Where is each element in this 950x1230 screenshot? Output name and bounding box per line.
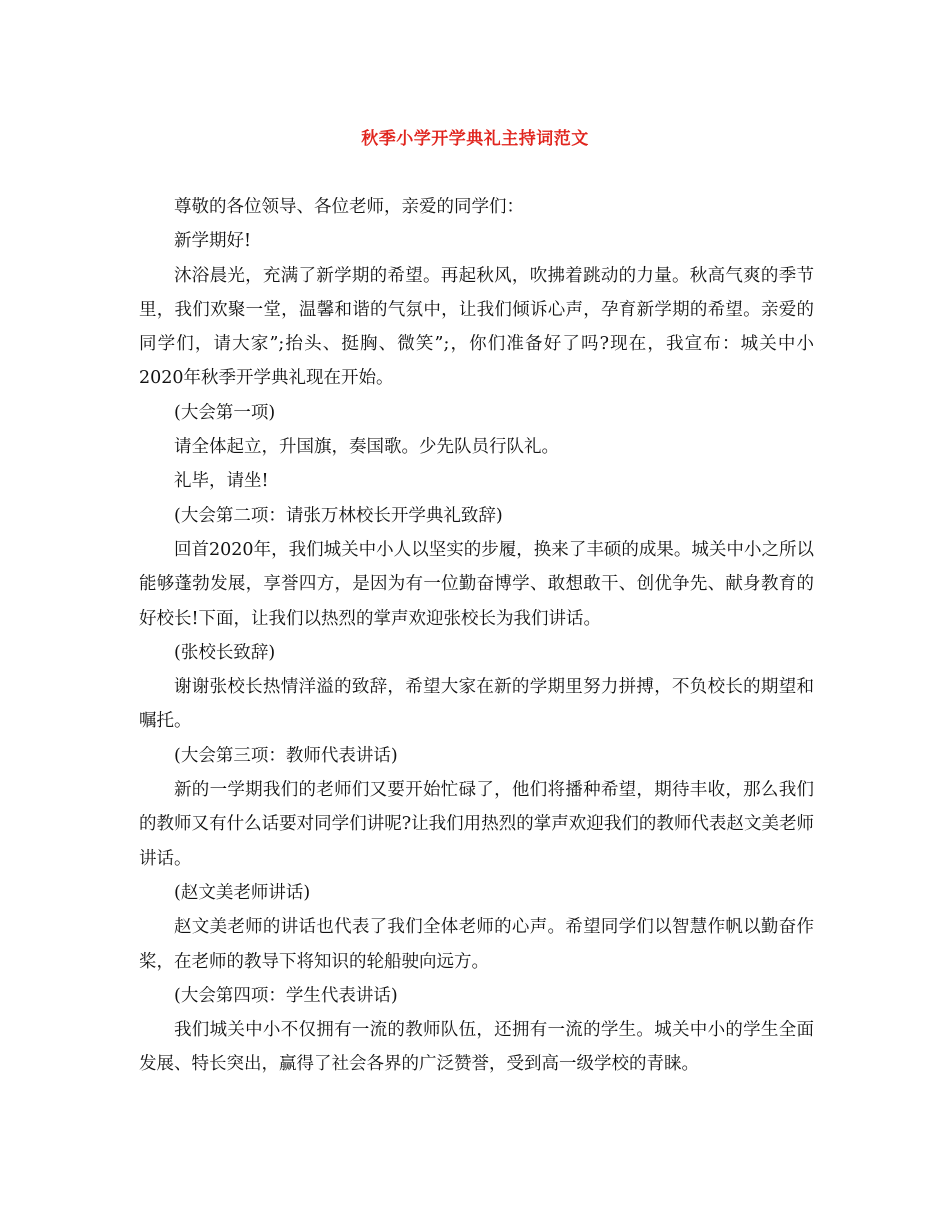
paragraph-thanks-principal: 谢谢张校长热情洋溢的致辞，希望大家在新的学期里努力拼搏，不负校长的期望和嘱托。 bbox=[139, 677, 814, 732]
paragraph-item-1-heading: (大会第一项) bbox=[174, 402, 276, 423]
paragraph-opening: 沐浴晨光，充满了新学期的希望。再起秋风，吹拂着跳动的力量。秋高气爽的季节里，我们欢聚一堂，温馨和谐的气氛中，让我们倾诉心声，孕育新学期的希望。亲爱的同学们，请大家”;抬头、挺胸、微笑”;，你们准备好了吗?现在，我宣布：城关中小2020年秋季开学典礼现在开始。 bbox=[139, 265, 814, 389]
paragraph-principal-intro: 回首2020年，我们城关中小人以坚实的步履，换来了丰硕的成果。城关中小之所以能够蓬勃发展，享誉四方，是因为有一位勤奋博学、敢想敢干、创优争先、献身教育的好校长!下面，让我们以热烈的掌声欢迎张校长为我们讲话。 bbox=[139, 539, 814, 629]
paragraph-teacher-speech: (赵文美老师讲话) bbox=[174, 882, 311, 903]
document-body bbox=[139, 190, 814, 1082]
paragraph-be-seated: 礼毕，请坐! bbox=[174, 471, 269, 492]
paragraph-student-intro: 我们城关中小不仅拥有一流的教师队伍，还拥有一流的学生。城关中小的学生全面发展、特长突出，赢得了社会各界的广泛赞誉，受到高一级学校的青睐。 bbox=[139, 1020, 814, 1075]
paragraph-principal-speech: (张校长致辞) bbox=[174, 642, 276, 663]
paragraph-flag-ceremony: 请全体起立，升国旗，奏国歌。少先队员行队礼。 bbox=[174, 437, 559, 458]
document-title: 秋季小学开学典礼主持词范文 bbox=[361, 129, 589, 149]
paragraph-teacher-intro: 新的一学期我们的老师们又要开始忙碌了，他们将播种希望，期待丰收，那么我们的教师又有什么话要对同学们讲呢?让我们用热烈的掌声欢迎我们的教师代表赵文美老师讲话。 bbox=[139, 780, 814, 869]
paragraph-item-2-heading: (大会第二项：请张万林校长开学典礼致辞) bbox=[174, 505, 503, 526]
paragraph-item-4-heading: (大会第四项：学生代表讲话) bbox=[174, 985, 398, 1006]
paragraph-greeting: 新学期好! bbox=[174, 231, 252, 252]
paragraph-item-3-heading: (大会第三项：教师代表讲话) bbox=[174, 745, 398, 766]
paragraph-salutation: 尊敬的各位领导、各位老师，亲爱的同学们： bbox=[174, 197, 524, 217]
paragraph-thanks-teacher: 赵文美老师的讲话也代表了我们全体老师的心声。希望同学们以智慧作帆以勤奋作桨，在老师的教导下将知识的轮船驶向远方。 bbox=[139, 917, 814, 972]
